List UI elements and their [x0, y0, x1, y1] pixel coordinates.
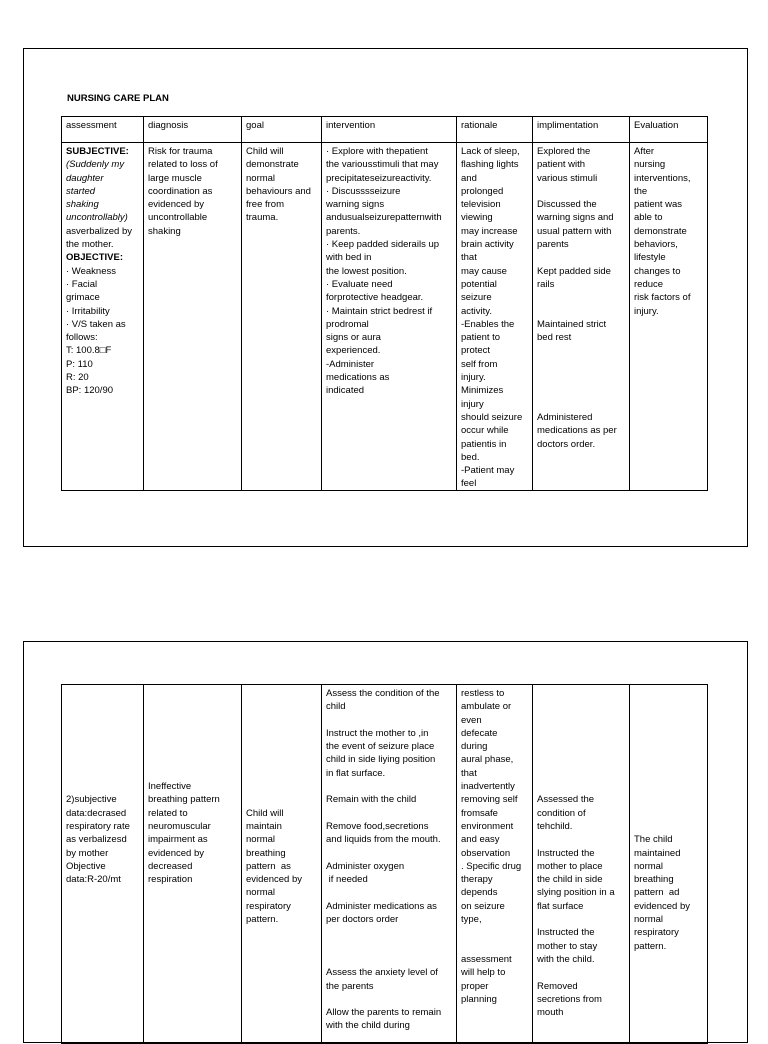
- header-rationale: rationale: [456, 116, 533, 143]
- subjective-quote-line: uncontrollably): [66, 212, 128, 224]
- vital-sign-temperature: T: 100.8□F: [66, 345, 112, 357]
- subjective-label: SUBJECTIVE:: [66, 146, 129, 157]
- header-assessment: assessment: [61, 116, 144, 143]
- objective-item: · Facial: [66, 278, 98, 290]
- objective-item: follows:: [66, 332, 98, 344]
- objective-label: OBJECTIVE:: [66, 252, 124, 264]
- row2-evaluation-cell: The child maintained normal breathing pattern ad evidenced by normal respiratory pattern.: [629, 684, 708, 1044]
- row1-assessment-cell: [61, 142, 144, 491]
- vital-sign-blood-pressure: BP: 120/90: [66, 385, 114, 397]
- header-intervention: intervention: [321, 116, 457, 143]
- row2-implementation-cell: Assessed the condition of tehchild. Instructed the mother to place the child in side slying position in a flat surface Instructed the mother to stay with the child. Removed secretions from mouth: [532, 684, 630, 1044]
- subjective-source-line: the mother.: [66, 239, 114, 251]
- header-goal: goal: [241, 116, 322, 143]
- subjective-source-line: asverbalized by: [66, 225, 133, 237]
- header-diagnosis: diagnosis: [143, 116, 242, 143]
- row2-rationale-cell: restless to ambulate or even defecate during aural phase, that inadvertently removing self fromsafe environment and easy observation . Specific drug therapy depends on seizure type, assessment will help to proper planning: [456, 684, 533, 1044]
- page-title: NURSING CARE PLAN: [67, 93, 169, 104]
- objective-item: · V/S taken as: [66, 318, 126, 330]
- row1-intervention-cell: · Explore with thepatient the variousstimuli that may precipitateseizureactivity. · Discusssseizure warning signs andusualseizurepatternwith parents. · Keep padded siderails up with bed in the lowest position. · Evaluate need forprotective headgear. · Maintain strict bedrest if prodromal signs or aura experienced. -Administer medications as indicated: [321, 142, 457, 491]
- objective-item: · Weakness: [66, 265, 116, 277]
- row2-goal-cell: Child will maintain normal breathing pattern as evidenced by normal respiratory pattern.: [241, 684, 322, 1044]
- subjective-quote-line: (Suddenly my: [66, 159, 125, 171]
- row1-rationale-cell: Lack of sleep, flashing lights and prolonged television viewing may increase brain activity that may cause potential seizure activity. -Enables the patient to protect self from injury. Minimizes injury should seizure occur while patientis in bed. -Patient may feel: [456, 142, 533, 491]
- header-implementation: implimentation: [532, 116, 630, 143]
- row1-implementation-cell: Explored the patient with various stimuli Discussed the warning signs and usual pattern with parents Kept padded side rails Maintained strict bed rest Administered medications as per doctors order.: [532, 142, 630, 491]
- row2-intervention-cell: Assess the condition of the child Instruct the mother to ,in the event of seizure place child in side liying position in flat surface. Remain with the child Remove food,secretions and liquids from the mouth. Administer oxygen if needed Administer medications as per doctors order Assess the anxiety level of the parents Allow the parents to remain with the child during: [321, 684, 457, 1044]
- row1-goal-cell: Child will demonstrate normal behaviours and free from trauma.: [241, 142, 322, 491]
- subjective-quote-line: started: [66, 185, 96, 197]
- vital-sign-pulse: P: 110: [66, 358, 93, 370]
- objective-item: · Irritability: [66, 305, 110, 317]
- row2-diagnosis-cell: Ineffective breathing pattern related to neuromuscular impairment as evidenced by decreased respiration: [143, 684, 242, 1044]
- subjective-quote-line: daughter: [66, 172, 104, 184]
- row1-diagnosis-cell: Risk for trauma related to loss of large muscle coordination as evidenced by uncontrollable shaking: [143, 142, 242, 491]
- row1-evaluation-cell: After nursing interventions, the patient was able to demonstrate behaviors, lifestyle changes to reduce risk factors of injury.: [629, 142, 708, 491]
- subjective-quote-line: shaking: [66, 199, 99, 211]
- vital-sign-respiration: R: 20: [66, 372, 89, 384]
- row2-assessment-cell: 2)subjective data:decrased respiratory rate as verbalizesd by mother Objective data:R-20/mt: [61, 684, 144, 1044]
- objective-item: grimace: [66, 292, 100, 304]
- header-evaluation: Evaluation: [629, 116, 708, 143]
